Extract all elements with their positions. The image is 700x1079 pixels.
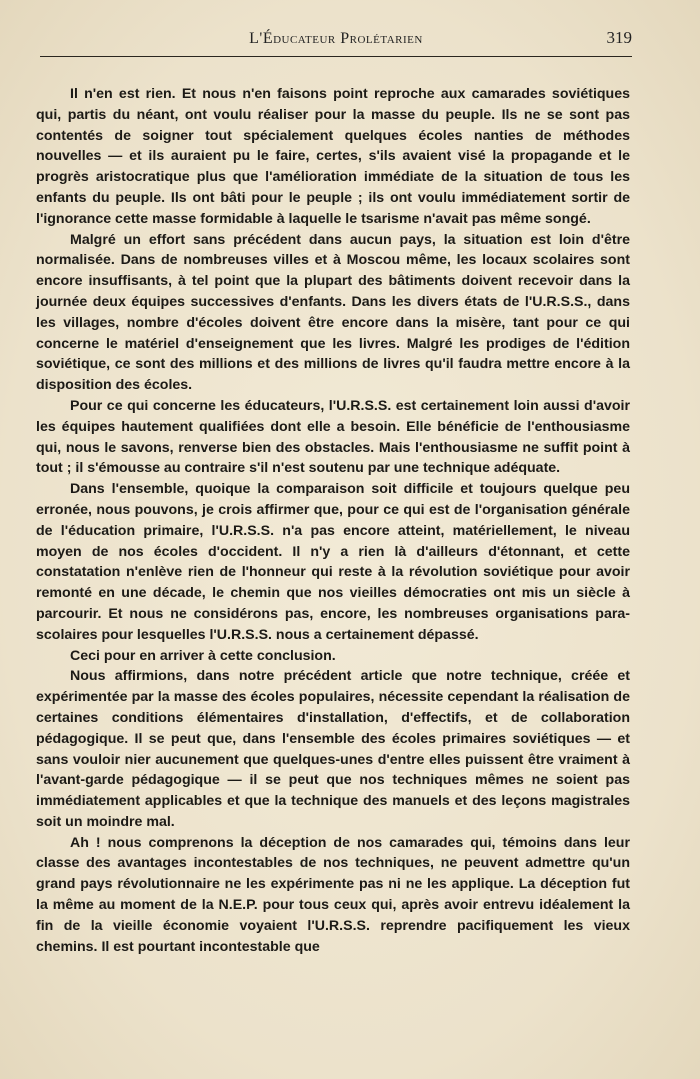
paragraph: Ceci pour en arriver à cette conclusion. [70, 647, 336, 664]
paragraph: Il n'en est rien. Et nous n'en faisons point reproche aux camarades soviétiques qui, partis du néant, ont voulu réaliser pour la masse du peuple. Ils ne se sont pas contentés de soigner tout spécialement quelques écoles nanties de méthodes nouvelles — et ils auraient pu le faire, certes, s'ils avaient visé la propagande et le progrès aristocratique plus que l'amélioration immédiate de la situation de tous les enfants du peuple. Ils ont bâti pour le peuple ; ils ont voulu immédiatement sortir de l'ignorance cette masse formidable à laquelle le tsarisme n'avait pas même songé. [36, 86, 630, 227]
paragraph: Nous affirmions, dans notre précédent article que notre technique, créée et expérimentée par la masse des écoles populaires, nécessite cependant la réalisation de certaines conditions élémentaires d'installation, d'effectifs, et de collaboration pédagogique. Il se peut que, dans l'ensemble des écoles primaires soviétiques — et sans vouloir nier aucunement que quelques-unes d'entre elles puissent être vraiment à l'avant-garde pédagogique — il se peut que nos techniques mêmes ne soient pas immédiatement applicables et que la technique des manuels et des leçons magistrales soit un moindre mal. [36, 668, 630, 830]
paragraph: Malgré un effort sans précédent dans aucun pays, la situation est loin d'être normalisée. Dans de nombreuses villes et à Moscou même, les locaux scolaires sont encore insuffisants, à tel point que la plupart des bâtiments doivent recevoir dans la journée deux équipes successives d'enfants. Dans les divers états de l'U.R.S.S., dans les villages, nombre d'écoles doivent être encore dans la misère, tant pour ce qui concerne le matériel d'enseignement que les livres. Malgré les prodiges de l'édition soviétique, ce sont des millions et des millions de livres qu'il faudra mettre encore à la disposition des écoles. [36, 231, 630, 394]
journal-title: L'Éducateur Prolétarien [249, 30, 423, 47]
page-number: 319 [606, 28, 632, 47]
running-header [40, 26, 632, 57]
article-body [36, 84, 630, 957]
paragraph: Ah ! nous comprenons la déception de nos camarades qui, témoins dans leur classe des avantages incontestables de nos techniques, ne peuvent admettre qu'un grand pays révolutionnaire ne les expérimente pas ni ne les applique. La déception fut la même au moment de la N.E.P. pour tous ceux qui, après avoir entrevu idéalement la fin de la vieille économie voyaient l'U.R.S.S. reprendre pacifiquement les vieux chemins. Il est pourtant incontestable que [36, 834, 630, 955]
paragraph: Dans l'ensemble, quoique la comparaison soit difficile et toujours quelque peu erronée, nous pouvons, je crois affirmer que, pour ce qui est de l'organisation générale de l'éducation primaire, l'U.R.S.S. n'a pas encore atteint, matériellement, le niveau moyen de nos écoles d'occident. Il n'y a rien là d'ailleurs d'étonnant, et cette constatation n'enlève rien de l'honneur qui reste à la révolution soviétique pour avoir remonté en une décade, le chemin que nos vieilles démocraties ont mis un siècle à parcourir. Et nous ne considérons pas, encore, les nombreuses organisations para-scolaires pour lesquelles l'U.R.S.S. nous a certainement dépassé. [36, 481, 630, 643]
paragraph: Pour ce qui concerne les éducateurs, l'U.R.S.S. est certainement loin aussi d'avoir les équipes hautement qualifiées dont elle a besoin. Elle bénéficie de l'enthousiasme qui, nous le savons, renverse bien des obstacles. Mais l'enthousiasme ne suffit point à tout ; il s'émousse au contraire s'il n'est soutenu par une technique adéquate. [36, 397, 630, 477]
